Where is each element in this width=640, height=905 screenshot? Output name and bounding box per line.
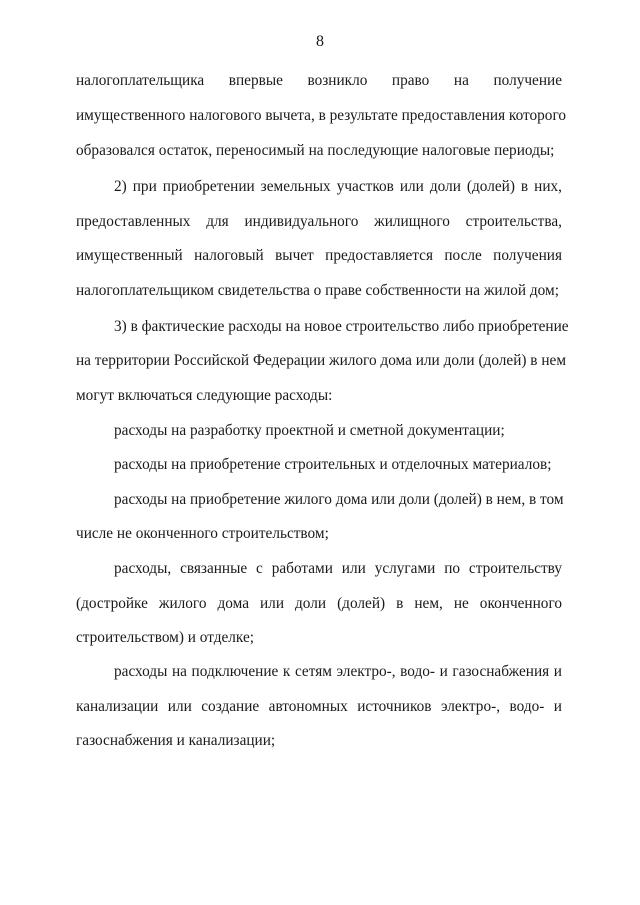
- text-line: на территории Российской Федерации жилого дома или доли (долей) в нем: [76, 352, 567, 369]
- text-line: газоснабжения и канализации;: [76, 732, 276, 749]
- text-line: (достройке жилого дома или доли (долей) в нем, не оконченного: [76, 595, 562, 612]
- text-line: имущественного налогового вычета, в результате предоставления которого: [76, 107, 566, 124]
- text-line: расходы на приобретение жилого дома или доли (долей) в нем, в том: [114, 491, 564, 508]
- text-line: канализации или создание автономных источников электро-, водо- и: [76, 698, 562, 715]
- text-line: числе не оконченного строительством;: [76, 525, 329, 542]
- text-line: налогоплательщика впервые возникло право на получение: [76, 72, 562, 89]
- text-line: 2) при приобретении земельных участков или доли (долей) в них,: [114, 178, 562, 195]
- text-line: расходы, связанные с работами или услугами по строительству: [114, 560, 562, 577]
- text-line: имущественный налоговый вычет предоставляется после получения: [76, 247, 562, 264]
- text-line: расходы на приобретение строительных и отделочных материалов;: [114, 456, 552, 473]
- text-line: налогоплательщиком свидетельства о праве собственности на жилой дом;: [76, 282, 559, 299]
- text-line: могут включаться следующие расходы:: [76, 387, 333, 404]
- text-line: 3) в фактические расходы на новое строительство либо приобретение: [114, 318, 569, 335]
- text-line: предоставленных для индивидуального жилищного строительства,: [76, 213, 562, 230]
- text-line: образовался остаток, переносимый на последующие налоговые периоды;: [76, 142, 555, 159]
- page-number: 8: [316, 33, 324, 50]
- text-line: расходы на разработку проектной и сметной документации;: [114, 422, 505, 439]
- text-line: строительством) и отделке;: [76, 629, 255, 646]
- text-line: расходы на подключение к сетям электро-, водо- и газоснабжения и: [114, 663, 562, 680]
